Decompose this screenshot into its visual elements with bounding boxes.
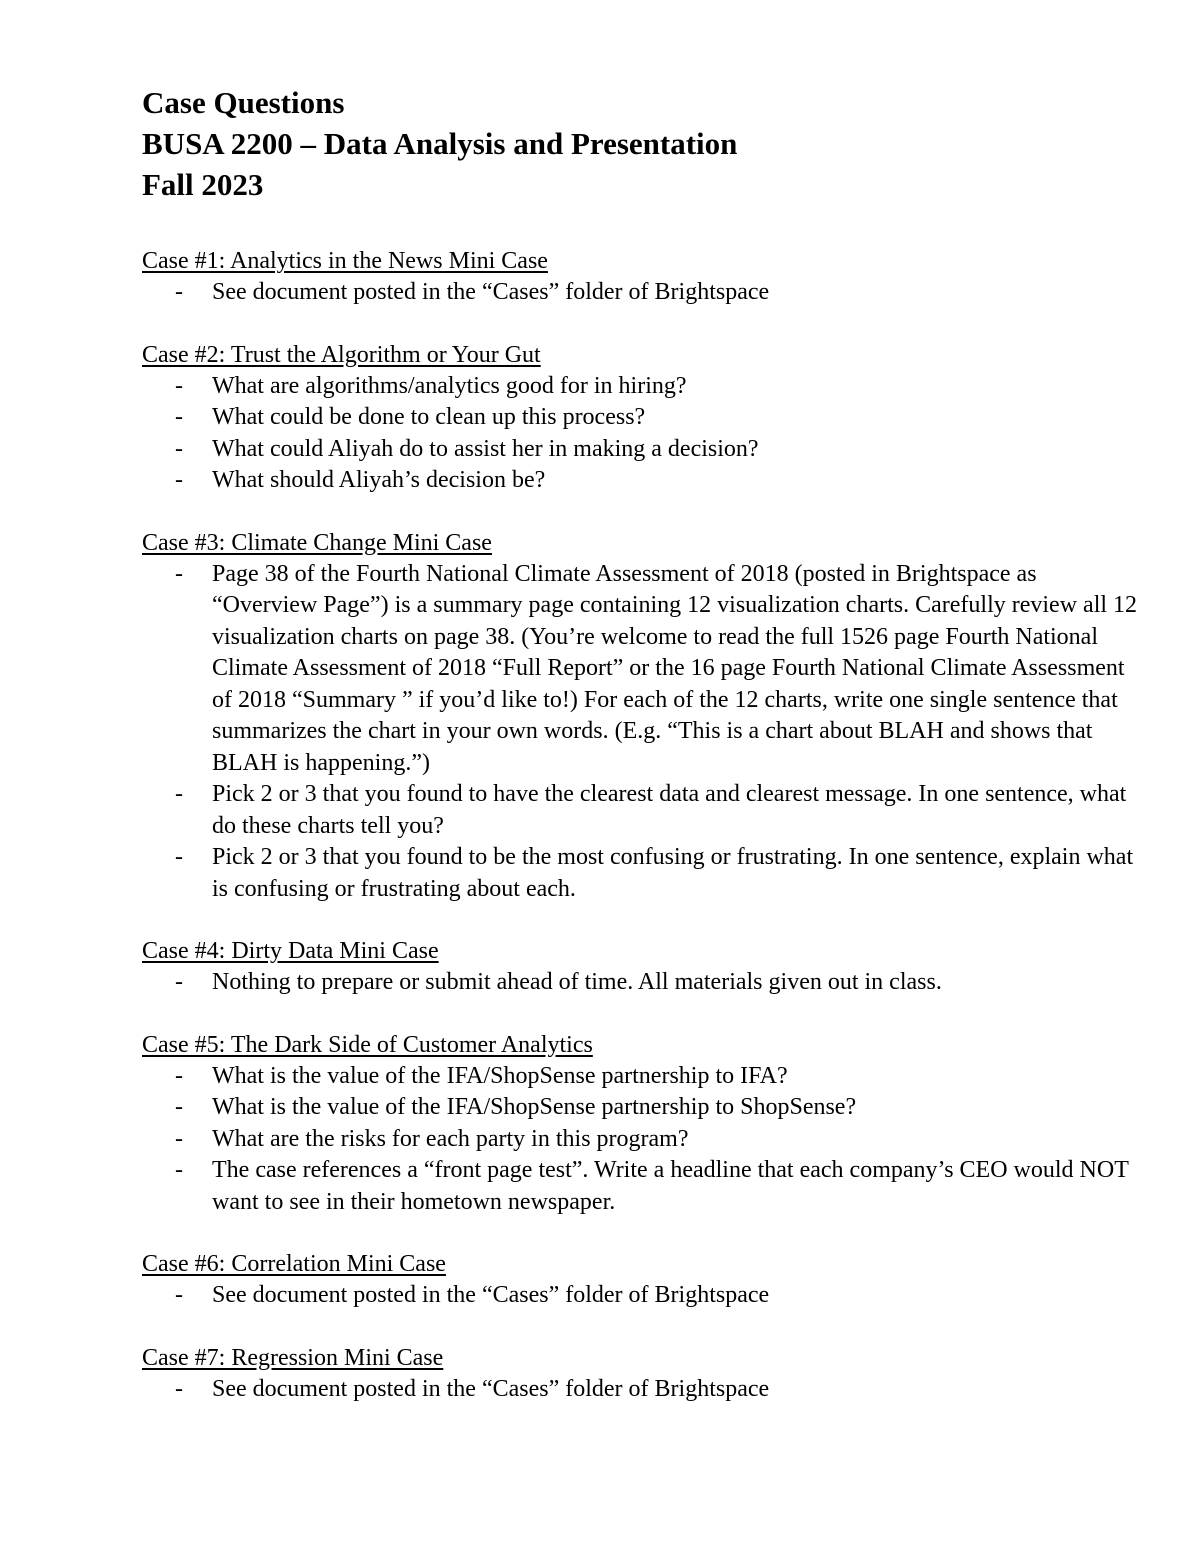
list-item — [142, 967, 1142, 999]
bullet-dash: - — [175, 1282, 183, 1308]
bullet-list — [142, 1280, 1142, 1312]
list-item-text: What is the value of the IFA/ShopSense partnership to IFA? — [212, 1062, 788, 1089]
bullet-dash: - — [175, 1094, 183, 1120]
bullet-dash: - — [175, 560, 183, 587]
list-item-text: Pick 2 or 3 that you found to be the most confusing or frustrating. In one sentence, explain what is confusing or frustrating about each. — [212, 844, 1134, 902]
title-line-3: Fall 2023 — [142, 167, 264, 202]
list-item-text: See document posted in the “Cases” folder of Brightspace — [212, 1282, 770, 1308]
document-page — [142, 82, 1142, 1435]
bullet-dash: - — [175, 844, 183, 870]
bullet-list — [142, 559, 1142, 906]
list-item — [142, 371, 1142, 403]
title-line-2: BUSA 2200 – Data Analysis and Presentation — [142, 126, 738, 161]
bullet-dash: - — [175, 1062, 183, 1089]
document-title — [142, 82, 1142, 205]
bullet-list — [142, 967, 1142, 999]
case-heading: Case #1: Analytics in the News Mini Case — [142, 248, 548, 274]
list-item-text: See document posted in the “Cases” folder of Brightspace — [212, 279, 770, 305]
list-item-text: Nothing to prepare or submit ahead of time. All materials given out in class. — [212, 969, 942, 995]
list-item-text: What are the risks for each party in this program? — [212, 1125, 689, 1152]
list-item-text: What is the value of the IFA/ShopSense partnership to ShopSense? — [212, 1094, 857, 1120]
list-item-text: Pick 2 or 3 that you found to have the clearest data and clearest message. In one sentence, what do these charts tell you? — [212, 781, 1127, 839]
case-heading: Case #7: Regression Mini Case — [142, 1344, 444, 1371]
case-heading: Case #6: Correlation Mini Case — [142, 1251, 446, 1277]
list-item-text: What could Aliyah do to assist her in making a decision? — [212, 435, 759, 462]
list-item — [142, 559, 1142, 780]
case-heading: Case #5: The Dark Side of Customer Analytics — [142, 1031, 593, 1058]
case-3-section — [142, 527, 1142, 906]
list-item-text: Page 38 of the Fourth National Climate Assessment of 2018 (posted in Brightspace as “Overview Page”) is a summary page containing 12 visualization charts. Carefully review all 12 visualization charts on page 38. (You’re welcome to read the full 1526 page Fourth National Climate Assessment of 2018 “Full Report” or the 16 page Fourth National Climate Assessment of 2018 “Summary ” if you’d like to!) For each of the 12 charts, write one single sentence that summarizes the chart in your own words. (E.g. “This is a chart about BLAH and shows that BLAH is happening.”) — [212, 560, 1138, 776]
case-heading: Case #2: Trust the Algorithm or Your Gut — [142, 341, 541, 368]
bullet-dash: - — [175, 435, 183, 462]
list-item-text: See document posted in the “Cases” folder of Brightspace — [212, 1375, 770, 1402]
list-item — [142, 842, 1142, 905]
bullet-list — [142, 371, 1142, 497]
list-item — [142, 402, 1142, 434]
list-item-text: What are algorithms/analytics good for in hiring? — [212, 372, 687, 399]
bullet-dash: - — [175, 1125, 183, 1152]
list-item — [142, 465, 1142, 497]
bullet-list — [142, 1374, 1142, 1406]
bullet-dash: - — [175, 1157, 183, 1183]
bullet-dash: - — [175, 467, 183, 493]
list-item — [142, 277, 1142, 309]
bullet-dash: - — [175, 372, 183, 399]
case-7-section — [142, 1342, 1142, 1406]
bullet-dash: - — [175, 1375, 183, 1402]
case-5-section — [142, 1029, 1142, 1219]
case-heading: Case #3: Climate Change Mini Case — [142, 529, 492, 556]
case-heading: Case #4: Dirty Data Mini Case — [142, 938, 439, 964]
list-item — [142, 1124, 1142, 1156]
list-item — [142, 1374, 1142, 1406]
list-item — [142, 1155, 1142, 1218]
title-line-1: Case Questions — [142, 85, 345, 120]
case-1-section — [142, 245, 1142, 309]
list-item — [142, 1092, 1142, 1124]
list-item — [142, 1280, 1142, 1312]
list-item-text: What should Aliyah’s decision be? — [212, 467, 546, 493]
list-item — [142, 1061, 1142, 1093]
list-item-text: The case references a “front page test”. Write a headline that each company’s CEO would NOT want to see in their hometown newspaper. — [212, 1157, 1129, 1215]
case-4-section — [142, 935, 1142, 999]
bullet-list — [142, 1061, 1142, 1219]
list-item — [142, 779, 1142, 842]
case-2-section — [142, 339, 1142, 497]
bullet-list — [142, 277, 1142, 309]
bullet-dash: - — [175, 969, 183, 995]
list-item — [142, 434, 1142, 466]
bullet-dash: - — [175, 781, 183, 807]
bullet-dash: - — [175, 279, 183, 305]
list-item-text: What could be done to clean up this process? — [212, 404, 646, 430]
bullet-dash: - — [175, 404, 183, 430]
case-6-section — [142, 1248, 1142, 1312]
